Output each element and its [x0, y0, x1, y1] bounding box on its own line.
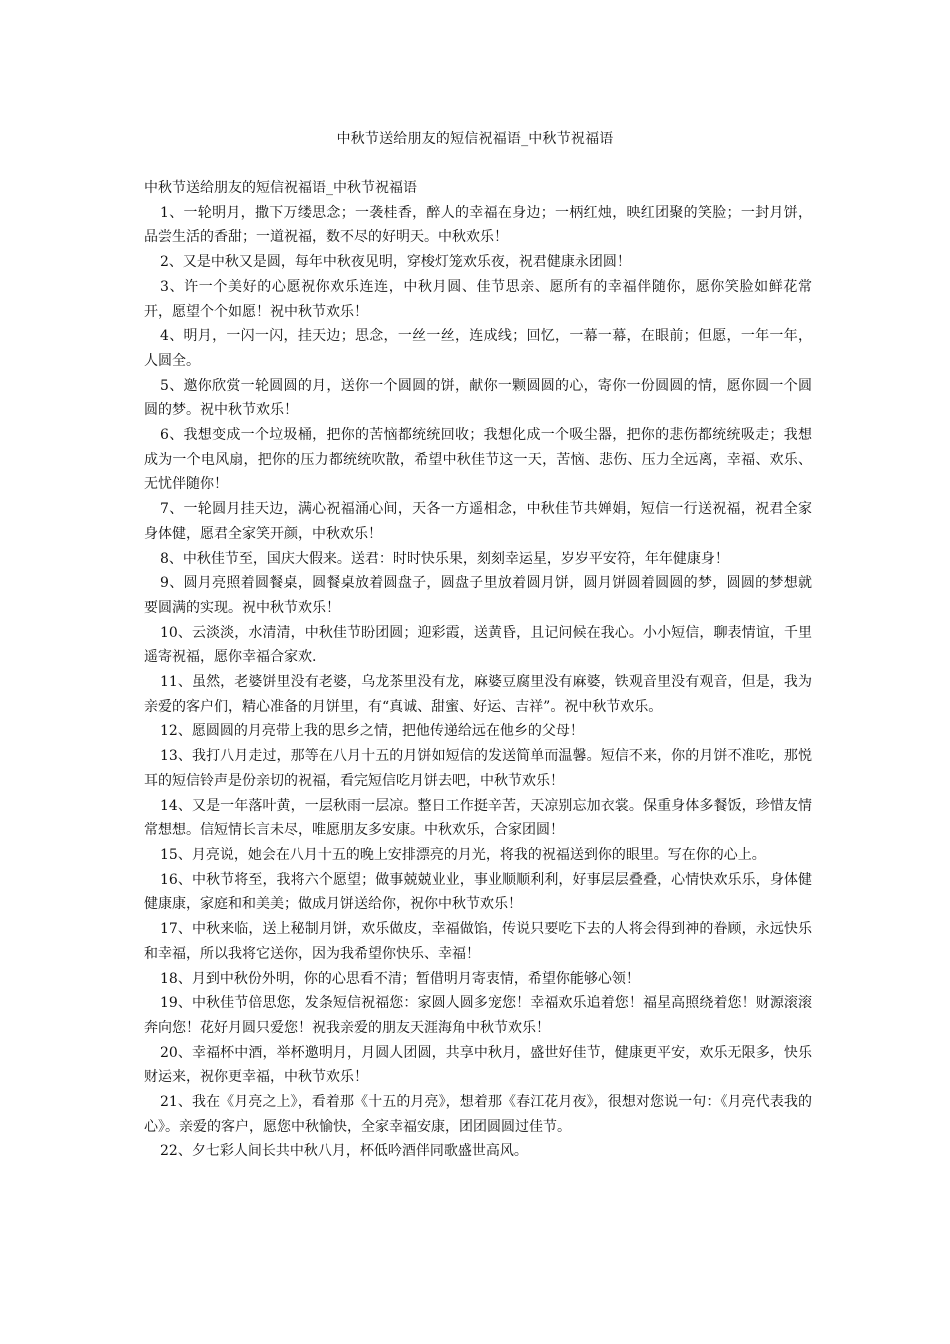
paragraph-16: 16、中秋节将至，我将六个愿望；做事兢兢业业，事业顺顺利利，好事层层叠叠，心情快欢乐乐，身体健健康康，家庭和和美美；做成月饼送给你，祝你中秋节欢乐！ — [144, 871, 812, 913]
document-subtitle: 中秋节送给朋友的短信祝福语_中秋节祝福语 — [144, 180, 417, 196]
document-body — [144, 176, 812, 1164]
paragraph-14: 14、又是一年落叶黄，一层秋雨一层凉。整日工作挺辛苦，天凉别忘加衣裳。保重身体多餐饭，珍惜友情常想想。信短情长言未尽，唯愿朋友多安康。中秋欢乐，合家团圆！ — [144, 797, 812, 839]
paragraph-12: 12、愿圆圆的月亮带上我的思乡之情，把他传递给远在他乡的父母！ — [160, 723, 584, 740]
paragraph-13: 13、我打八月走过，那等在八月十五的月饼如短信的发送简单而温馨。短信不来，你的月饼不准吃，那悦耳的短信铃声是份亲切的祝福，看完短信吃月饼去吧，中秋节欢乐！ — [144, 748, 812, 789]
paragraph-21: 21、我在《月亮之上》，看着那《十五的月亮》，想着那《春江花月夜》，很想对您说一句：《月亮代表我的心》。亲爱的客户，愿您中秋愉快，全家幸福安康，团团圆圆过佳节。 — [144, 1094, 812, 1135]
paragraph-5: 5、邀你欣赏一轮圆圆的月，送你一个圆圆的饼，献你一颗圆圆的心，寄你一份圆圆的情，愿你圆一个圆圆的梦。祝中秋节欢乐！ — [144, 377, 812, 419]
paragraph-9: 9、圆月亮照着圆餐桌，圆餐桌放着圆盘子，圆盘子里放着圆月饼，圆月饼圆着圆圆的梦，圆圆的梦想就要圆满的实现。祝中秋节欢乐！ — [144, 575, 812, 616]
paragraph-8: 8、中秋佳节至，国庆大假来。送君：时时快乐果，刻刻幸运星，岁岁平安符，年年健康身！ — [160, 550, 729, 567]
paragraph-19: 19、中秋佳节倍思您，发条短信祝福您：家圆人圆多宠您！幸福欢乐追着您！福星高照绕着您！财源滚滚奔向您！花好月圆只爱您！祝我亲爱的朋友天涯海角中秋节欢乐！ — [144, 995, 812, 1036]
paragraph-1: 1、一轮明月，撒下万缕思念；一袭桂香，醉人的幸福在身边；一柄红烛，映红团聚的笑脸；一封月饼，品尝生活的香甜；一道祝福，数不尽的好明天。中秋欢乐！ — [144, 204, 812, 246]
paragraph-11: 11、虽然，老婆饼里没有老婆，乌龙茶里没有龙，麻婆豆腐里没有麻婆，铁观音里没有观音，但是，我为亲爱的客户们，精心准备的月饼里，有“真诚、甜蜜、好运、吉祥”。祝中秋节欢乐。 — [144, 674, 812, 715]
paragraph-20: 20、幸福杯中酒，举杯邀明月，月圆人团圆，共享中秋月，盛世好佳节，健康更平安，欢乐无限多，快乐财运来，祝你更幸福，中秋节欢乐！ — [144, 1044, 812, 1086]
paragraph-3: 3、许一个美好的心愿祝你欢乐连连，中秋月圆、佳节思亲、愿所有的幸福伴随你，愿你笑脸如鲜花常开，愿望个个如愿！祝中秋节欢乐！ — [144, 278, 812, 320]
paragraph-7: 7、一轮圆月挂天边，满心祝福涌心间，天各一方遥相念，中秋佳节共婵娟，短信一行送祝福，祝君全家身体健，愿君全家笑开颜，中秋欢乐！ — [144, 501, 812, 542]
paragraph-17: 17、中秋来临，送上秘制月饼，欢乐做皮，幸福做馅，传说只要吃下去的人将会得到神的眷顾，永远快乐和幸福，所以我将它送你，因为我希望你快乐、幸福！ — [144, 921, 812, 962]
paragraph-10: 10、云淡淡，水清清，中秋佳节盼团圆；迎彩霞，送黄昏，且记问候在我心。小小短信，聊表情谊，千里遥寄祝福，愿你幸福合家欢. — [144, 624, 812, 666]
paragraph-4: 4、明月，一闪一闪，挂天边；思念，一丝一丝，连成线；回忆，一幕一幕，在眼前；但愿，一年一年，人圆全。 — [144, 328, 812, 369]
paragraph-2: 2、又是中秋又是圆，每年中秋夜见明，穿梭灯笼欢乐夜，祝君健康永团圆！ — [160, 254, 631, 271]
paragraph-6: 6、我想变成一个垃圾桶，把你的苦恼都统统回收；我想化成一个吸尘器，把你的悲伤都统统吸走；我想成为一个电风扇，把你的压力都统统吹散，希望中秋佳节这一天，苦恼、悲伤、压力全远离，幸福、欢乐、无忧伴随你！ — [144, 427, 812, 493]
document-title: 中秋节送给朋友的短信祝福语_中秋节祝福语 — [336, 131, 614, 147]
paragraph-15: 15、月亮说，她会在八月十五的晚上安排漂亮的月光，将我的祝福送到你的眼里。写在你的心上。 — [160, 846, 766, 863]
paragraph-22: 22、夕七彩人间长共中秋八月，杯低吟酒伴同歌盛世高风。 — [160, 1143, 528, 1160]
paragraph-18: 18、月到中秋份外明，你的心思看不清；暂借明月寄衷情，希望你能够心领！ — [160, 970, 640, 987]
